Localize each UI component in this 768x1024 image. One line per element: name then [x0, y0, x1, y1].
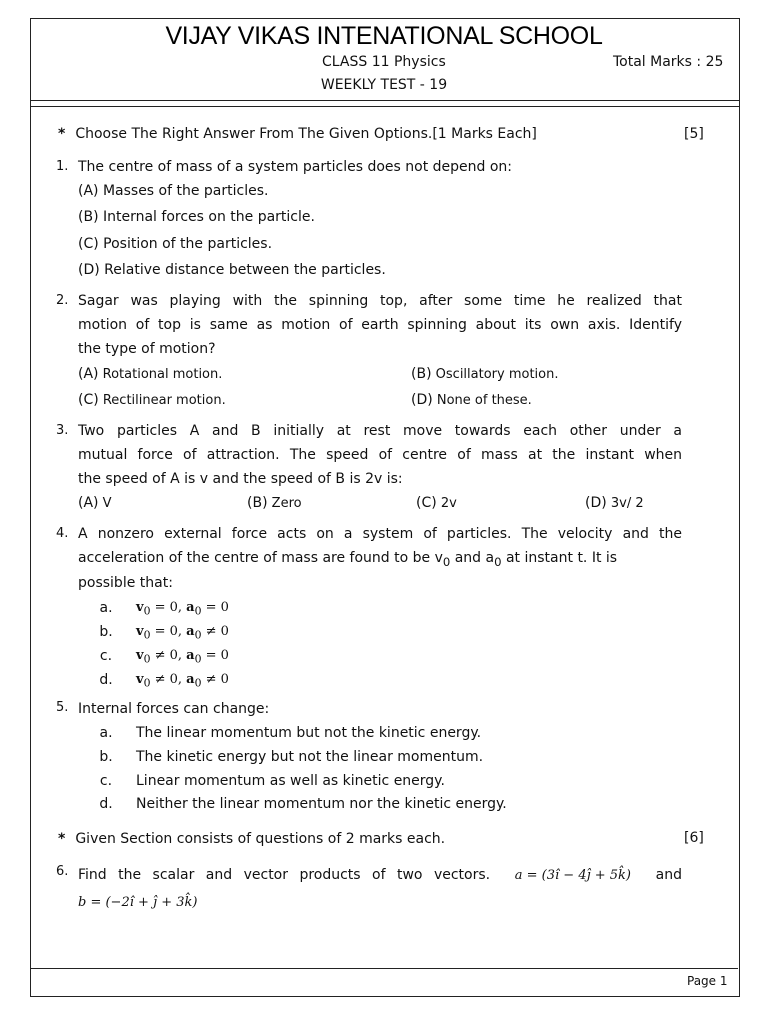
question-number: 4.: [56, 526, 69, 541]
option: (B) Zero: [247, 495, 302, 511]
option: (B) Oscillatory motion.: [411, 366, 559, 382]
option: (B) Internal forces on the particle.: [78, 209, 315, 225]
option: (C) Position of the particles.: [78, 236, 273, 252]
option-label: d.: [99, 796, 113, 812]
star-bullet: *: [58, 126, 66, 142]
math-expression: $v_0 = 0$, $a_0 \ne 0$: [136, 624, 229, 642]
question-text: [78, 867, 682, 883]
page-number: Page 1: [687, 974, 728, 988]
math-expression: $v_0 \ne 0$, $a_0 \ne 0$: [136, 672, 229, 690]
question-number: 2.: [56, 293, 69, 308]
option-label: a.: [99, 725, 113, 741]
question-text: Sagar was playing with the spinning top, after some time he realized that: [78, 293, 682, 309]
question-text: the speed of A is v and the speed of B is 2v is:: [78, 471, 403, 487]
question-text: acceleration of the centre of mass are found to be $v_0$ and $a_0$ at instant t. It is: [78, 550, 618, 569]
question-text: motion of top is same as motion of earth spinning about its own axis. Identify: [78, 317, 682, 333]
option: The linear momentum but not the kinetic energy.: [136, 725, 482, 741]
option: (D) 3v/ 2: [585, 495, 644, 511]
vector-a: a = (3î − 4ĵ + 5k̂): [514, 868, 631, 883]
question-number: 1.: [56, 159, 69, 174]
option: Linear momentum as well as kinetic energy.: [136, 773, 445, 789]
question-text: the type of motion?: [78, 341, 216, 357]
question-number: 5.: [56, 700, 69, 715]
question-text: A nonzero external force acts on a system of particles. The velocity and the: [78, 526, 682, 542]
question-text: mutual force of attraction. The speed of centre of mass at the instant when: [78, 447, 682, 463]
header-divider: [30, 100, 740, 101]
conjunction: and: [655, 867, 682, 883]
option-label: d.: [99, 672, 113, 688]
math-expression: $v_0 = 0$, $a_0 = 0$: [136, 600, 229, 618]
option: (D) Relative distance between the particles.: [78, 262, 386, 278]
option-label: b.: [99, 749, 113, 765]
class-subject: CLASS 11 Physics: [322, 54, 446, 70]
section-marks: [6]: [684, 830, 704, 846]
section-marks: [5]: [684, 126, 704, 142]
option: (A) Masses of the particles.: [78, 183, 269, 199]
total-marks: Total Marks : 25: [613, 54, 724, 70]
question-text: Internal forces can change:: [78, 701, 270, 717]
option-label: c.: [99, 773, 113, 789]
header-divider: [30, 106, 740, 107]
footer-divider: [31, 968, 738, 969]
section-title: Choose The Right Answer From The Given Options.[1 Marks Each]: [75, 126, 537, 142]
school-name: VIJAY VIKAS INTENATIONAL SCHOOL: [165, 22, 603, 50]
section-heading: [58, 126, 537, 142]
option: (C) 2v: [416, 495, 457, 511]
question-prompt: Find the scalar and vector products of two vectors.: [78, 867, 491, 883]
question-text: Two particles A and B initially at rest move towards each other under a: [78, 423, 682, 439]
option-label: b.: [99, 624, 113, 640]
option: The kinetic energy but not the linear momentum.: [136, 749, 484, 765]
section-title: Given Section consists of questions of 2 marks each.: [75, 831, 446, 847]
option: (A) Rotational motion.: [78, 366, 223, 382]
vector-b: b = (−2î + ĵ + 3k̂): [78, 895, 198, 910]
option-label: a.: [99, 600, 113, 616]
option: Neither the linear momentum nor the kinetic energy.: [136, 796, 507, 812]
question-text: The centre of mass of a system particles does not depend on:: [78, 159, 513, 175]
option: (A) V: [78, 495, 112, 511]
option: (D) None of these.: [411, 392, 532, 408]
question-text: possible that:: [78, 575, 173, 591]
question-number: 3.: [56, 423, 69, 438]
option-label: c.: [99, 648, 113, 664]
star-bullet: *: [58, 831, 66, 847]
option: (C) Rectilinear motion.: [78, 392, 226, 408]
question-number: 6.: [56, 864, 69, 879]
section-heading: [58, 831, 445, 847]
test-name: WEEKLY TEST - 19: [320, 77, 448, 93]
math-expression: $v_0 \ne 0$, $a_0 = 0$: [136, 648, 229, 666]
